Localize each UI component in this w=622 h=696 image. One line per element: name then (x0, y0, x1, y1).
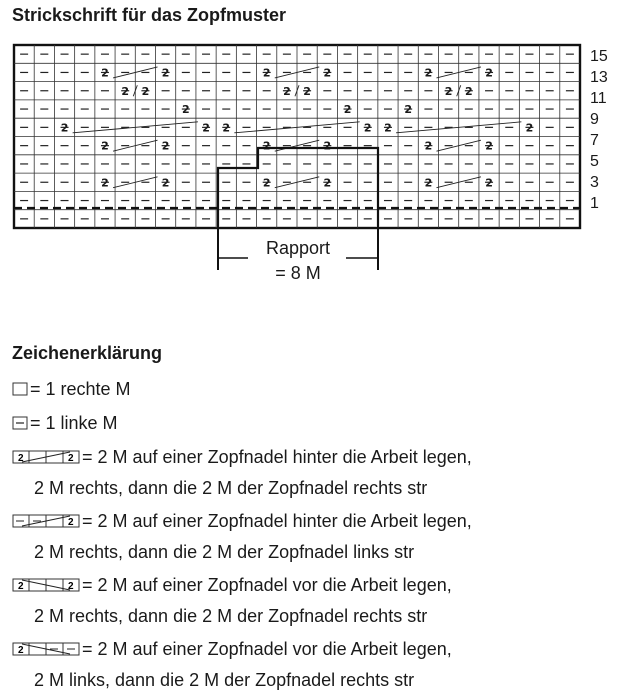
row-number: 13 (590, 69, 608, 86)
cable-marker: 2 (343, 103, 352, 117)
rapport-box-outline (218, 148, 378, 226)
legend-text-continued: 2 M rechts, dann die 2 M der Zopfnadel links str (34, 542, 415, 563)
cable-marker: 2 (60, 121, 69, 135)
page-title: Strickschrift für das Zopfmuster (12, 5, 287, 25)
cable-marker: 2 (303, 84, 311, 98)
cable-marker: 2 (181, 103, 190, 117)
svg-text:2: 2 (18, 645, 24, 657)
cable-marker: 2 (141, 84, 150, 98)
cable-marker: 2 (384, 121, 392, 135)
svg-text:2: 2 (18, 581, 24, 593)
cable-marker: 2 (404, 103, 413, 117)
cable-marker: 2 (323, 139, 332, 153)
legend-text: = 2 M auf einer Zopfnadel hinter die Arbeit legen, (82, 447, 472, 467)
row-number: 1 (590, 195, 599, 212)
row-number: 3 (590, 174, 599, 191)
cable-marker: 2 (424, 176, 433, 190)
legend-item-empty-cell (12, 374, 131, 405)
legend-item-cable-front-knit (12, 570, 452, 631)
legend-item-cable-back-knit (12, 442, 472, 503)
row-number: 15 (590, 48, 608, 65)
row-number: 7 (590, 132, 599, 149)
cable-marker: 2 (121, 84, 130, 98)
cable-marker: 2 (485, 176, 493, 190)
legend-item-cable-front-purl (12, 634, 452, 695)
legend-text-continued: 2 M rechts, dann die 2 M der Zopfnadel rechts str (34, 478, 428, 499)
legend-text-continued: 2 M links, dann die 2 M der Zopfnadel rechts str (34, 670, 415, 691)
cable-marker: 2 (323, 176, 332, 190)
cable-marker: 2 (161, 176, 170, 190)
cable-marker: 2 (262, 66, 271, 80)
cable-marker: 2 (101, 176, 109, 190)
cable-marker: 2 (101, 139, 109, 153)
svg-text:2: 2 (18, 453, 24, 465)
cable-marker: 2 (424, 139, 433, 153)
rapport-value: = 8 M (275, 263, 321, 283)
legend-text: = 2 M auf einer Zopfnadel hinter die Arbeit legen, (82, 511, 472, 531)
svg-text:2: 2 (68, 453, 74, 465)
row-number-column (590, 48, 608, 212)
cable-marker: 2 (222, 121, 231, 135)
cable-marker: 2 (323, 66, 332, 80)
cable-marker: 2 (444, 84, 453, 98)
cable-marker: 2 (485, 139, 493, 153)
cable-marker: 2 (363, 121, 372, 135)
legend-text: = 2 M auf einer Zopfnadel vor die Arbeit legen, (82, 639, 452, 659)
cable-marker: 2 (283, 84, 291, 98)
empty-cell-icon (12, 375, 28, 405)
legend-item-cable-back-purl (12, 506, 472, 567)
cable-marker: 2 (525, 121, 534, 135)
cable-marker: 2 (262, 176, 271, 190)
cable-marker: 2 (424, 66, 433, 80)
legend-title: Zeichenerklärung (12, 343, 163, 363)
rapport-label: Rapport (265, 238, 331, 258)
cable-back-knit-icon (12, 443, 80, 473)
row-number: 9 (590, 111, 599, 128)
legend-text-continued: 2 M rechts, dann die 2 M der Zopfnadel rechts str (34, 606, 428, 627)
dash-cell-icon (12, 409, 28, 439)
cable-front-purl-icon (12, 635, 80, 665)
row-number: 11 (590, 90, 607, 107)
cable-back-purl-icon (12, 507, 80, 537)
svg-text:2: 2 (68, 517, 74, 529)
legend-text: = 1 linke M (30, 413, 118, 433)
legend-text: = 2 M auf einer Zopfnadel vor die Arbeit legen, (82, 575, 452, 595)
cable-marker: 2 (485, 66, 493, 80)
cable-marker: 2 (161, 139, 170, 153)
cable-marker: 2 (101, 66, 109, 80)
cable-marker: 2 (202, 121, 210, 135)
row-number: 5 (590, 153, 599, 170)
cable-marker: 2 (262, 139, 271, 153)
cable-marker: 2 (464, 84, 473, 98)
svg-text:2: 2 (68, 581, 74, 593)
rapport-label-block (226, 236, 370, 286)
legend-text: = 1 rechte M (30, 379, 131, 399)
legend-item-dash-cell (12, 408, 118, 439)
cable-marker: 2 (161, 66, 170, 80)
cable-front-knit-icon (12, 571, 80, 601)
